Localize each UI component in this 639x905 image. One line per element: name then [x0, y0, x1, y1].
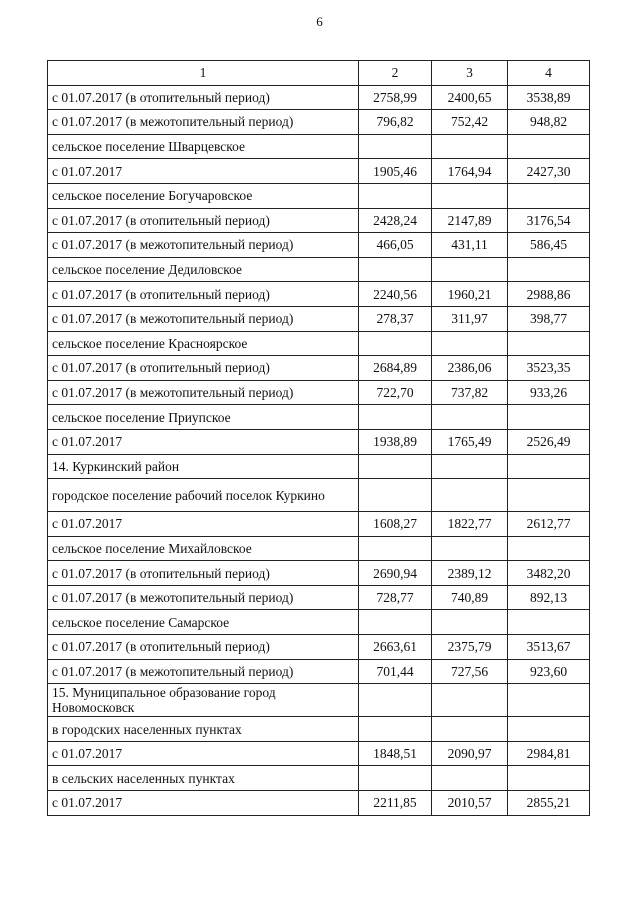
value-col-4: 3538,89 [508, 85, 590, 110]
row-label: сельское поселение Приупское [48, 405, 359, 430]
table-row [48, 610, 590, 635]
value-col-4 [508, 134, 590, 159]
table-row [48, 183, 590, 208]
value-col-2 [359, 331, 432, 356]
row-label: в сельских населенных пунктах [48, 766, 359, 791]
value-col-3: 2389,12 [432, 561, 508, 586]
table-header-row [48, 61, 590, 86]
table-row [48, 454, 590, 479]
value-col-2 [359, 405, 432, 430]
row-label: с 01.07.2017 (в межотопительный период) [48, 380, 359, 405]
table-row [48, 306, 590, 331]
row-label: с 01.07.2017 (в отопительный период) [48, 635, 359, 660]
table-row [48, 257, 590, 282]
value-col-4 [508, 766, 590, 791]
value-col-2: 2684,89 [359, 356, 432, 381]
value-col-4: 2984,81 [508, 741, 590, 766]
table-row [48, 659, 590, 684]
value-col-2 [359, 183, 432, 208]
value-col-4 [508, 684, 590, 717]
row-label: с 01.07.2017 (в отопительный период) [48, 85, 359, 110]
value-col-3 [432, 257, 508, 282]
value-col-2 [359, 536, 432, 561]
value-col-3 [432, 684, 508, 717]
value-col-4 [508, 257, 590, 282]
value-col-2: 466,05 [359, 233, 432, 258]
value-col-2: 2663,61 [359, 635, 432, 660]
value-col-2 [359, 454, 432, 479]
value-col-2: 722,70 [359, 380, 432, 405]
table-row [48, 159, 590, 184]
row-label: сельское поселение Самарское [48, 610, 359, 635]
column-header: 1 [48, 61, 359, 86]
value-col-4 [508, 610, 590, 635]
value-col-3 [432, 331, 508, 356]
value-col-3: 737,82 [432, 380, 508, 405]
row-label: городское поселение рабочий поселок Куркино [48, 479, 359, 512]
value-col-4: 3176,54 [508, 208, 590, 233]
value-col-2 [359, 479, 432, 512]
row-label: с 01.07.2017 [48, 512, 359, 537]
column-header: 2 [359, 61, 432, 86]
value-col-3 [432, 610, 508, 635]
table-row [48, 233, 590, 258]
value-col-4 [508, 479, 590, 512]
value-col-2 [359, 134, 432, 159]
row-label: с 01.07.2017 [48, 429, 359, 454]
value-col-3: 2147,89 [432, 208, 508, 233]
value-col-2: 1905,46 [359, 159, 432, 184]
table-row [48, 766, 590, 791]
value-col-3: 752,42 [432, 110, 508, 135]
row-label: с 01.07.2017 (в межотопительный период) [48, 233, 359, 258]
row-label: с 01.07.2017 [48, 159, 359, 184]
value-col-4: 2526,49 [508, 429, 590, 454]
table-row [48, 405, 590, 430]
value-col-2: 2758,99 [359, 85, 432, 110]
value-col-3 [432, 183, 508, 208]
row-label: с 01.07.2017 (в отопительный период) [48, 208, 359, 233]
row-label: 14. Куркинский район [48, 454, 359, 479]
value-col-3: 1822,77 [432, 512, 508, 537]
table-row [48, 110, 590, 135]
value-col-2: 1938,89 [359, 429, 432, 454]
table-row [48, 380, 590, 405]
table-row [48, 134, 590, 159]
value-col-4: 3523,35 [508, 356, 590, 381]
value-col-2: 1848,51 [359, 741, 432, 766]
value-col-2: 1608,27 [359, 512, 432, 537]
value-col-3 [432, 479, 508, 512]
value-col-4: 2988,86 [508, 282, 590, 307]
value-col-3: 1960,21 [432, 282, 508, 307]
value-col-4: 2855,21 [508, 791, 590, 816]
row-label: с 01.07.2017 [48, 741, 359, 766]
row-label: с 01.07.2017 (в отопительный период) [48, 282, 359, 307]
value-col-4: 892,13 [508, 585, 590, 610]
row-label: с 01.07.2017 (в отопительный период) [48, 356, 359, 381]
value-col-4: 948,82 [508, 110, 590, 135]
column-header: 3 [432, 61, 508, 86]
table-row [48, 717, 590, 742]
value-col-4 [508, 536, 590, 561]
value-col-3: 1764,94 [432, 159, 508, 184]
table-row [48, 585, 590, 610]
value-col-4: 2612,77 [508, 512, 590, 537]
value-col-3: 1765,49 [432, 429, 508, 454]
table-row [48, 331, 590, 356]
row-label: сельское поселение Красноярское [48, 331, 359, 356]
table-row [48, 741, 590, 766]
value-col-3 [432, 134, 508, 159]
row-label: в городских населенных пунктах [48, 717, 359, 742]
value-col-2: 701,44 [359, 659, 432, 684]
value-col-4: 3482,20 [508, 561, 590, 586]
table-row [48, 561, 590, 586]
value-col-2: 2428,24 [359, 208, 432, 233]
value-col-2: 728,77 [359, 585, 432, 610]
value-col-2: 796,82 [359, 110, 432, 135]
table-row [48, 479, 590, 512]
table-row [48, 429, 590, 454]
value-col-4 [508, 717, 590, 742]
row-label: сельское поселение Богучаровское [48, 183, 359, 208]
row-label: с 01.07.2017 (в отопительный период) [48, 561, 359, 586]
row-label: с 01.07.2017 (в межотопительный период) [48, 585, 359, 610]
value-col-3: 2386,06 [432, 356, 508, 381]
page-number: 6 [316, 14, 323, 29]
table-row [48, 208, 590, 233]
value-col-2 [359, 766, 432, 791]
value-col-3: 2010,57 [432, 791, 508, 816]
value-col-3: 2090,97 [432, 741, 508, 766]
table-row [48, 282, 590, 307]
value-col-4 [508, 183, 590, 208]
value-col-2: 2211,85 [359, 791, 432, 816]
value-col-3: 2375,79 [432, 635, 508, 660]
value-col-4: 923,60 [508, 659, 590, 684]
value-col-4: 586,45 [508, 233, 590, 258]
value-col-2 [359, 684, 432, 717]
value-col-3: 727,56 [432, 659, 508, 684]
value-col-4: 398,77 [508, 306, 590, 331]
value-col-2 [359, 717, 432, 742]
value-col-2: 2690,94 [359, 561, 432, 586]
value-col-3 [432, 405, 508, 430]
value-col-4 [508, 331, 590, 356]
table-row [48, 85, 590, 110]
value-col-3 [432, 454, 508, 479]
value-col-3 [432, 717, 508, 742]
value-col-2 [359, 257, 432, 282]
row-label: сельское поселение Михайловское [48, 536, 359, 561]
value-col-2 [359, 610, 432, 635]
value-col-4: 3513,67 [508, 635, 590, 660]
row-label: сельское поселение Шварцевское [48, 134, 359, 159]
row-label: 15. Муниципальное образование город Новомосковск [48, 684, 359, 717]
tariff-table [47, 60, 590, 816]
value-col-2: 278,37 [359, 306, 432, 331]
value-col-2: 2240,56 [359, 282, 432, 307]
value-col-3: 2400,65 [432, 85, 508, 110]
table-row [48, 536, 590, 561]
value-col-4: 933,26 [508, 380, 590, 405]
value-col-3: 431,11 [432, 233, 508, 258]
value-col-3 [432, 536, 508, 561]
row-label: с 01.07.2017 (в межотопительный период) [48, 659, 359, 684]
value-col-3: 740,89 [432, 585, 508, 610]
row-label: с 01.07.2017 [48, 791, 359, 816]
table-row [48, 684, 590, 717]
row-label: сельское поселение Дедиловское [48, 257, 359, 282]
value-col-3: 311,97 [432, 306, 508, 331]
column-header: 4 [508, 61, 590, 86]
table-row [48, 791, 590, 816]
row-label: с 01.07.2017 (в межотопительный период) [48, 306, 359, 331]
row-label: с 01.07.2017 (в межотопительный период) [48, 110, 359, 135]
value-col-4 [508, 405, 590, 430]
table-row [48, 356, 590, 381]
table-row [48, 635, 590, 660]
value-col-3 [432, 766, 508, 791]
table-row [48, 512, 590, 537]
value-col-4: 2427,30 [508, 159, 590, 184]
value-col-4 [508, 454, 590, 479]
